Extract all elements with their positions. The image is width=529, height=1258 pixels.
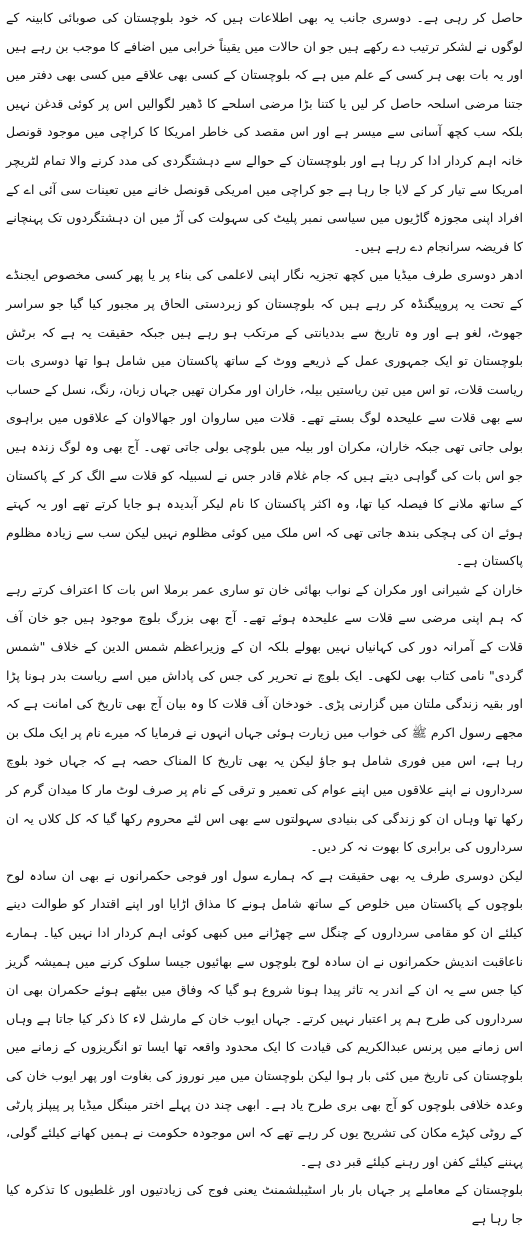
article-paragraph-2: ادھر دوسری طرف میڈیا میں کچھ تجزیہ نگار اپنی لاعلمی کی بناء پر یا پھر کسی مخصوص ایجنڈے کے تحت یہ پروپیگنڈہ کر رہے ہیں کہ بلوچستان کو زبردستی الحاق پر مجبور کیا گیا جو سراسر جھوٹ، لغو ہے اور وہ تاریخ سے بددیانتی کے مرتکب ہو رہے ہیں جبکہ حقیقت یہ ہے کہ برٹش بلوچستان تو ایک جمہوری عمل کے ذریعے ووٹ کے ساتھ پاکستان میں شامل ہوا تھا دوسری بات ریاست قلات، تو اس میں تین ریاستیں بیلہ، خاران اور مکران تھیں جہاں زبان، رنگ، نسل کے حساب سے بھی قلات سے علیحدہ لوگ بستے تھے۔ قلات میں ساروان اور جھالاوان کے علاقوں میں براہوی بولی جاتی تھی جبکہ خاران، مکران اور بیلہ میں بلوچی بولی جاتی تھی۔ آج بھی وہ لوگ زندہ ہیں جو اس بات کی گواہی دیتے ہیں کہ جام غلام قادر جس نے لسبیلہ کو قلات سے الگ کر کے پاکستان کے ساتھ ملانے کا فیصلہ کیا تھا، وہ اکثر پاکستان کا نام لیکر آبدیدہ ہو جایا کرتے تھے اور یہ کہتے ہوئے ان کی ہچکی بندھ جاتی تھی کہ اس ملک میں کوئی مظلوم نہیں لیکن سب سے زیادہ مظلوم پاکستان ہے۔	[6, 267, 523, 569]
article-paragraph-4: لیکن دوسری طرف یہ بھی حقیقت ہے کہ ہمارے سول اور فوجی حکمرانوں نے بھی ان سادہ لوح بلوچوں کے پاکستان میں خلوص کے ساتھ شامل ہونے کا مذاق اڑایا اور اپنے اقتدار کو طوالت دینے کیلئے ان کو مقامی سرداروں کے چنگل سے چھڑانے میں کبھی کوئی اہم کردار ادا نہیں کیا۔ ہمارے ناعاقبت اندیش حکمرانوں نے ان سادہ لوح بلوچوں سے بھائیوں جیسا سلوک کرنے میں ہمیشہ گریز کیا جس سے یہ ان کے اندر یہ تاثر پیدا ہونا شروع ہو گیا کہ وفاق میں بیٹھے ہوئے حکمران بھی ان سرداروں کی طرح ہم پر اعتبار نہیں کرتے۔ جہاں ایوب خان کے مارشل لاء کا ذکر کیا جاتا ہے وہاں اس زمانے میں پرنس عبدالکریم کی قیادت کا ایک محدود واقعہ تھا ایسا تو انگریزوں کے زمانے میں بلوچستان کی تاریخ میں کئی بار ہوا لیکن بلوچستان میں میر نوروز کی بغاوت اور پھر ایوب خان کی وعدہ خلافی بلوچوں کو آج بھی بری طرح یاد ہے۔ ابھی چند دن پہلے اختر مینگل میڈیا پر پیپلز پارٹی کے روٹی کپڑے مکان کی تشریح یوں کر رہے تھے کہ اس موجودہ حکومت نے ہمیں کھانے کیلئے گولی، پہننے کیلئے کفن اور رہنے کیلئے قبر دی ہے۔	[6, 867, 523, 1169]
article-paragraph-5: بلوچستان کے معاملے پر جہاں بار بار اسٹیبلشمنٹ یعنی فوج کی زیادتیوں اور غلطیوں کا تذکرہ کیا جا رہا ہے	[6, 1182, 523, 1226]
article-paragraph-3: خاران کے شیرانی اور مکران کے نواب بھائی خان تو ساری عمر برملا اس بات کا اعتراف کرتے رہے کہ ہم اپنی مرضی سے قلات سے علیحدہ ہوئے تھے۔ آج بھی بزرگ بلوچ موجود ہیں جو خان آف قلات کے آمرانہ دور کی کہانیاں نہیں بھولے بلکہ ان کے وزیراعظم شمس الدین کے خلاف "شمس گردی" نامی کتاب بھی لکھی۔ ایک بلوچ نے تحریر کی جس کی پاداش میں اسے ریاست بدر ہونا پڑا اور بقیہ زندگی ملتان میں گزارنی پڑی۔ خودخان آف قلات کا وہ بیان آج بھی تاریخ کی امانت ہے کہ مجھے رسول اکرم ﷺ کی خواب میں زیارت ہوئی جہاں انہوں نے فرمایا کہ میرے نام پر ایک ملک بن رہا ہے، اس میں فوری شامل ہو جاؤ لیکن یہ بھی تاریخ کا المناک حصہ ہے کہ جہاں خود بلوچ سرداروں نے اپنے علاقوں میں اپنے عوام کی تعمیر و ترقی کے نام پر صرف لوٹ مار کا میدان گرم کر رکھا تھا وہاں ان کو زندگی کی بنیادی سہولتوں سے بھی اس لئے محروم رکھا گیا کہ کل کلاں یہ ان سرداروں کی برابری کا بھوت نہ کر دیں۔	[6, 581, 523, 855]
article-paragraph-1: حاصل کر رہی ہے۔ دوسری جانب یہ بھی اطلاعات ہیں کہ خود بلوچستان کی صوبائی کابینہ کے لوگوں نے لشکر ترتیب دے رکھے ہیں جو ان حالات میں یقیناً خرابی میں اضافے کا موجب بن رہے ہیں اور یہ بات بھی ہر کسی کے علم میں ہے کہ بلوچستان کے کسی بھی علاقے میں کسی بھی دفتر میں جتنا مرضی اسلحہ حاصل کر لیں یا کتنا بڑا مرضی اسلحے کا ڈھیر لگوالیں اس پر کوئی قدغن نہیں بلکہ سب کچھ آسانی سے میسر ہے اور اس مقصد کی خاطر امریکا کا کراچی میں موجود قونصل خانہ اہم کردار ادا کر رہا ہے اور بلوچستان کے حوالے سے دہشتگردی کی مدد کرنے والا تمام لٹریچر امریکا سے تیار کر کے لایا جا رہا ہے جو کراچی میں امریکی قونصل خانے میں تعینات سی آئی اے کے افراد اپنی مجوزہ گاڑیوں میں سیاسی نمبر پلیٹ کی سہولت کی آڑ میں ان دہشتگردوں تک پہنچانے کا فریضہ سرانجام دے رہے ہیں۔	[6, 10, 523, 254]
